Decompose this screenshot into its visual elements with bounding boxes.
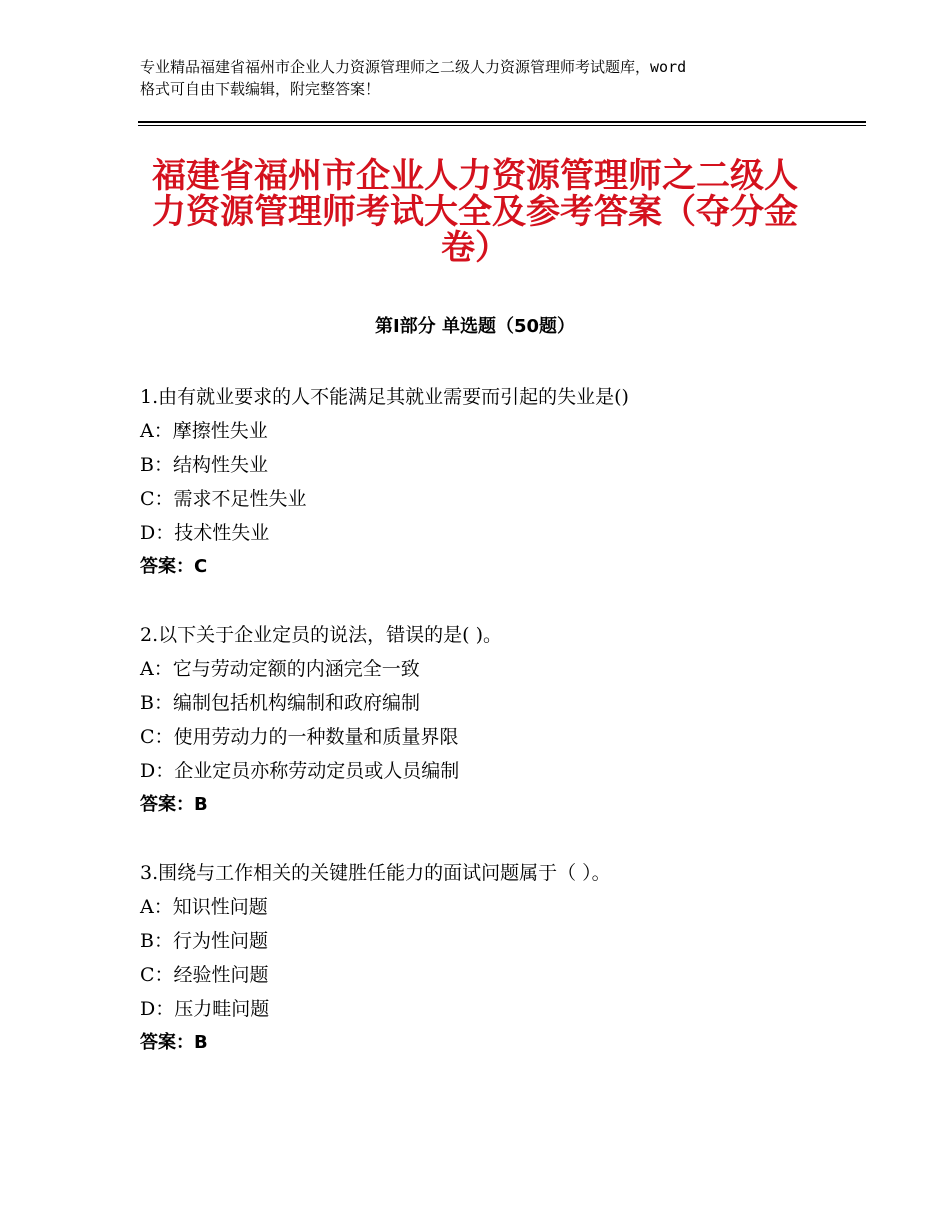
option-b: B：行为性问题 <box>140 930 268 952</box>
option-a: A：它与劳动定额的内涵完全一致 <box>140 658 420 680</box>
header-divider-thick <box>138 121 866 123</box>
option-c: C：需求不足性失业 <box>140 488 307 510</box>
answer: 答案：C <box>140 556 208 577</box>
option-d: D：压力畦问题 <box>140 998 270 1020</box>
header-divider-thin <box>138 125 866 126</box>
question-stem: 3.围绕与工作相关的关键胜任能力的面试问题属于（ ）。 <box>140 862 611 884</box>
document-title-line-2: 力资源管理师考试大全及参考答案（夺分金 <box>152 192 798 232</box>
option-a: A：知识性问题 <box>140 896 268 918</box>
answer: 答案：B <box>140 1032 208 1053</box>
option-c: C：使用劳动力的一种数量和质量界限 <box>140 726 459 748</box>
option-c: C：经验性问题 <box>140 964 269 986</box>
section-title: 第Ⅰ部分 单选题（50题） <box>374 316 575 337</box>
option-b: B：编制包括机构编制和政府编制 <box>140 692 420 714</box>
question-stem: 2.以下关于企业定员的说法，错误的是( )。 <box>140 624 502 646</box>
document-title-line-1: 福建省福州市企业人力资源管理师之二级人 <box>152 156 798 196</box>
option-d: D：企业定员亦称劳动定员或人员编制 <box>140 760 460 782</box>
header-note <box>140 56 830 100</box>
question-1 <box>140 380 840 584</box>
question-2 <box>140 618 840 822</box>
option-b: B：结构性失业 <box>140 454 268 476</box>
option-d: D：技术性失业 <box>140 522 270 544</box>
header-note-line-1: 专业精品福建省福州市企业人力资源管理师之二级人力资源管理师考试题库，word <box>140 58 687 76</box>
question-stem: 1.由有就业要求的人不能满足其就业需要而引起的失业是() <box>140 386 629 408</box>
header-note-line-2: 格式可自由下载编辑，附完整答案！ <box>140 80 381 98</box>
answer: 答案：B <box>140 794 208 815</box>
question-3 <box>140 856 840 1060</box>
document-title-line-3: 卷） <box>441 228 509 268</box>
document-title <box>130 158 820 266</box>
option-a: A：摩擦性失业 <box>140 420 268 442</box>
